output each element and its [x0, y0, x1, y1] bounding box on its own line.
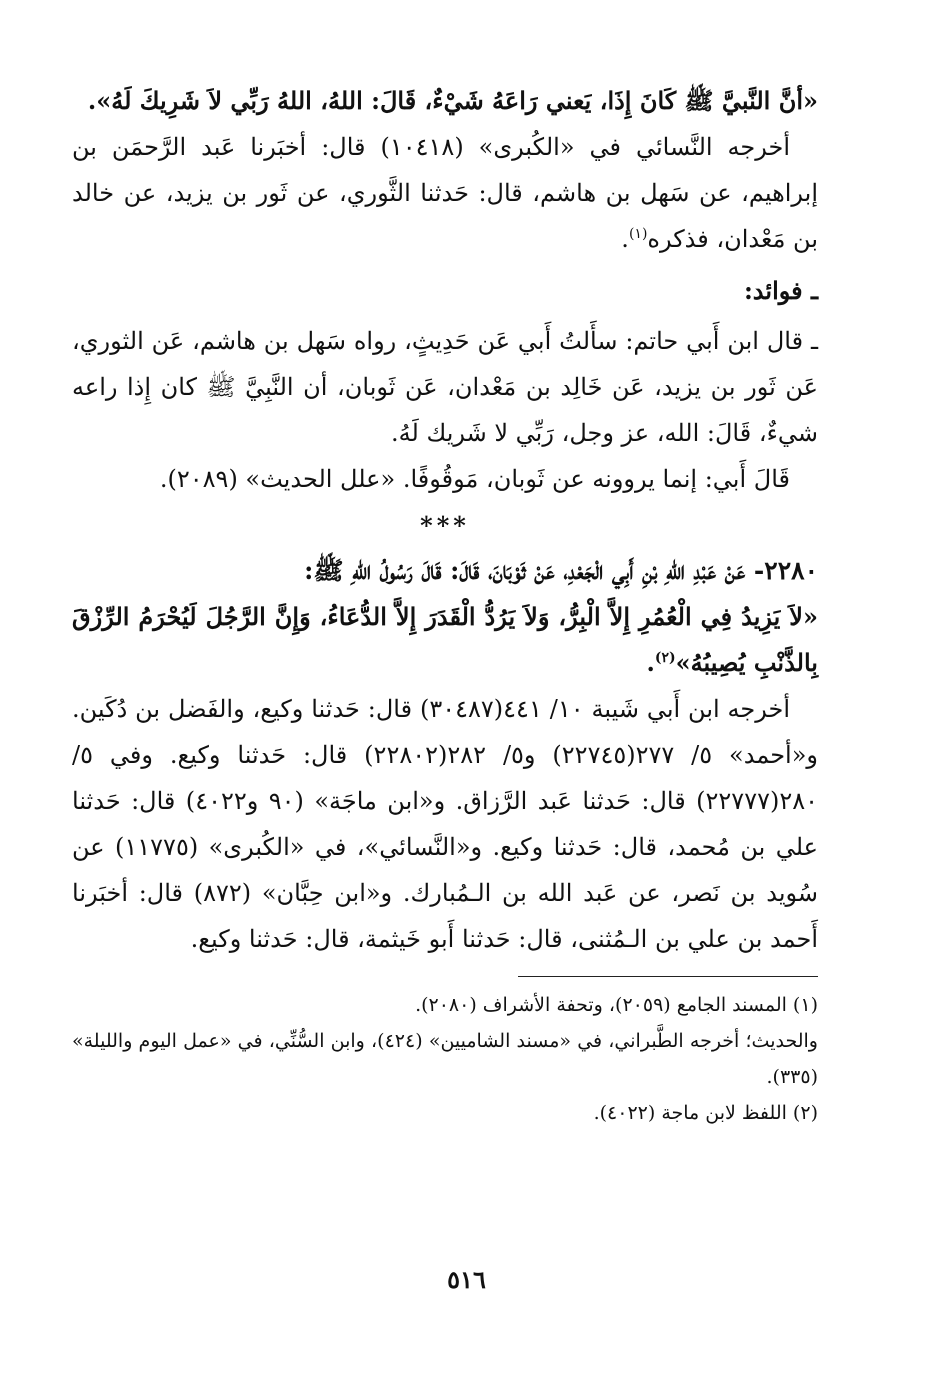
takhrij-1-end: . — [621, 225, 629, 253]
page-body — [72, 78, 818, 1131]
takhrij-1-text: أخرجه النَّسائي في «الكُبرى» (١٠٤١٨) قال: أخبَرنا عَبد الرَّحمَن بن إبراهيم، عن سَهل بن هاشم، قال: حَدثنا الثَّوري، عن ثَور بن يزيد، عن خالد بن مَعْدان، فذكره — [72, 133, 818, 253]
takhrij-paragraph-1 — [72, 124, 818, 262]
hadith-text-1: «أنَّ النَّبيَّ ﷺ كَانَ إِذَا، يَعني رَاعَهُ شَيْءٌ، قَالَ: اللهُ، اللهُ رَبِّي لاَ شَرِيكَ لَهُ». — [87, 86, 818, 115]
footnote-2: (٢) اللفظ لابن ماجة (٤٠٢٢). — [593, 1102, 818, 1124]
footnote-1: (١) المسند الجامع (٢٠٥٩)، وتحفة الأشراف (٢٠٨٠). — [415, 994, 818, 1016]
hadith-2280-heading: ٢٢٨٠- عَنْ عَبْدِ اللهِ بْنِ أَبِي الْجَعْدِ، عَنْ ثَوْبَانَ، قَالَ: قَالَ رَسُولُ اللهِ ﷺ: — [304, 556, 818, 585]
takhrij-paragraph-2: أخرجه ابن أَبي شَيبة ١٠/ ٤٤١(٣٠٤٨٧) قال: حَدثنا وكيع، والفَضل بن دُكَين. و«أحمد» ٥/ ٢٧٧(٢٢٧٤٥) و٥/ ٢٨٢(٢٢٨٠٢) قال: حَدثنا وكيع. وفي ٥/ ٢٨٠(٢٢٧٧٧) قال: حَدثنا عَبد الرَّزاق. و«ابن ماجَة» (٩٠ و٤٠٢٢) قال: حَدثنا علي بن مُحمد، قال: حَدثنا وكيع. و«النَّسائي»، في «الكُبرى» (١١٧٧٥) عن سُويد بن نَصر، عن عَبد الله بن الـمُبارك. و«ابن حِبَّان» (٨٧٢) قال: أخبَرنا أَحمد بن علي بن الـمُثنى، قال: حَدثنا أَبو خَيثمة، قال: حَدثنا وكيع. — [72, 695, 819, 953]
footnote-ref-1[interactable]: (١) — [628, 226, 648, 242]
fawaid-paragraph: ـ قال ابن أَبي حاتم: سأَلتُ أَبي عَن حَدِيثٍ، رواه سَهل بن هاشم، عَن الثوري، عَن ثَور بن يزيد، عَن خَالِد بن مَعْدان، عَن ثَوبان، أن النَّبِيَّ ﷺ كان إِذا راعه شيءٌ، قَالَ: الله، عز وجل، رَبِّي لا شَريك لَهُ. — [72, 327, 818, 447]
hadith-2280-text: «لاَ يَزِيدُ فِي الْعُمُرِ إِلاَّ الْبِرُّ، وَلاَ يَرُدُّ الْقَدَرَ إِلاَّ الدُّعَاءُ، وَإِنَّ الرَّجُلَ لَيُحْرَمُ الرِّزْقَ بِالذَّنْبِ يُصِيبُهُ» — [72, 602, 818, 677]
footnote-ref-2[interactable]: (٢) — [654, 650, 676, 666]
fawaid-heading: ـ فوائد: — [743, 276, 818, 305]
footnote-1-continued: والحديث؛ أخرجه الطَّبراني، في «مسند الشاميين» (٤٢٤)، وابن السُّنِّي، في «عمل اليوم والليلة» (٣٣٥). — [72, 1030, 818, 1088]
section-separator: *** — [420, 511, 470, 540]
footnote-divider — [518, 976, 818, 977]
page-number: ٥١٦ — [447, 1265, 486, 1294]
hadith-2280-end: . — [646, 648, 655, 677]
hadith-text-2280 — [72, 594, 818, 686]
fawaid-paragraph-2: قَالَ أَبي: إنما يروونه عن ثَوبان، مَوقُوفًا. «علل الحديث» (٢٠٨٩). — [159, 465, 790, 493]
